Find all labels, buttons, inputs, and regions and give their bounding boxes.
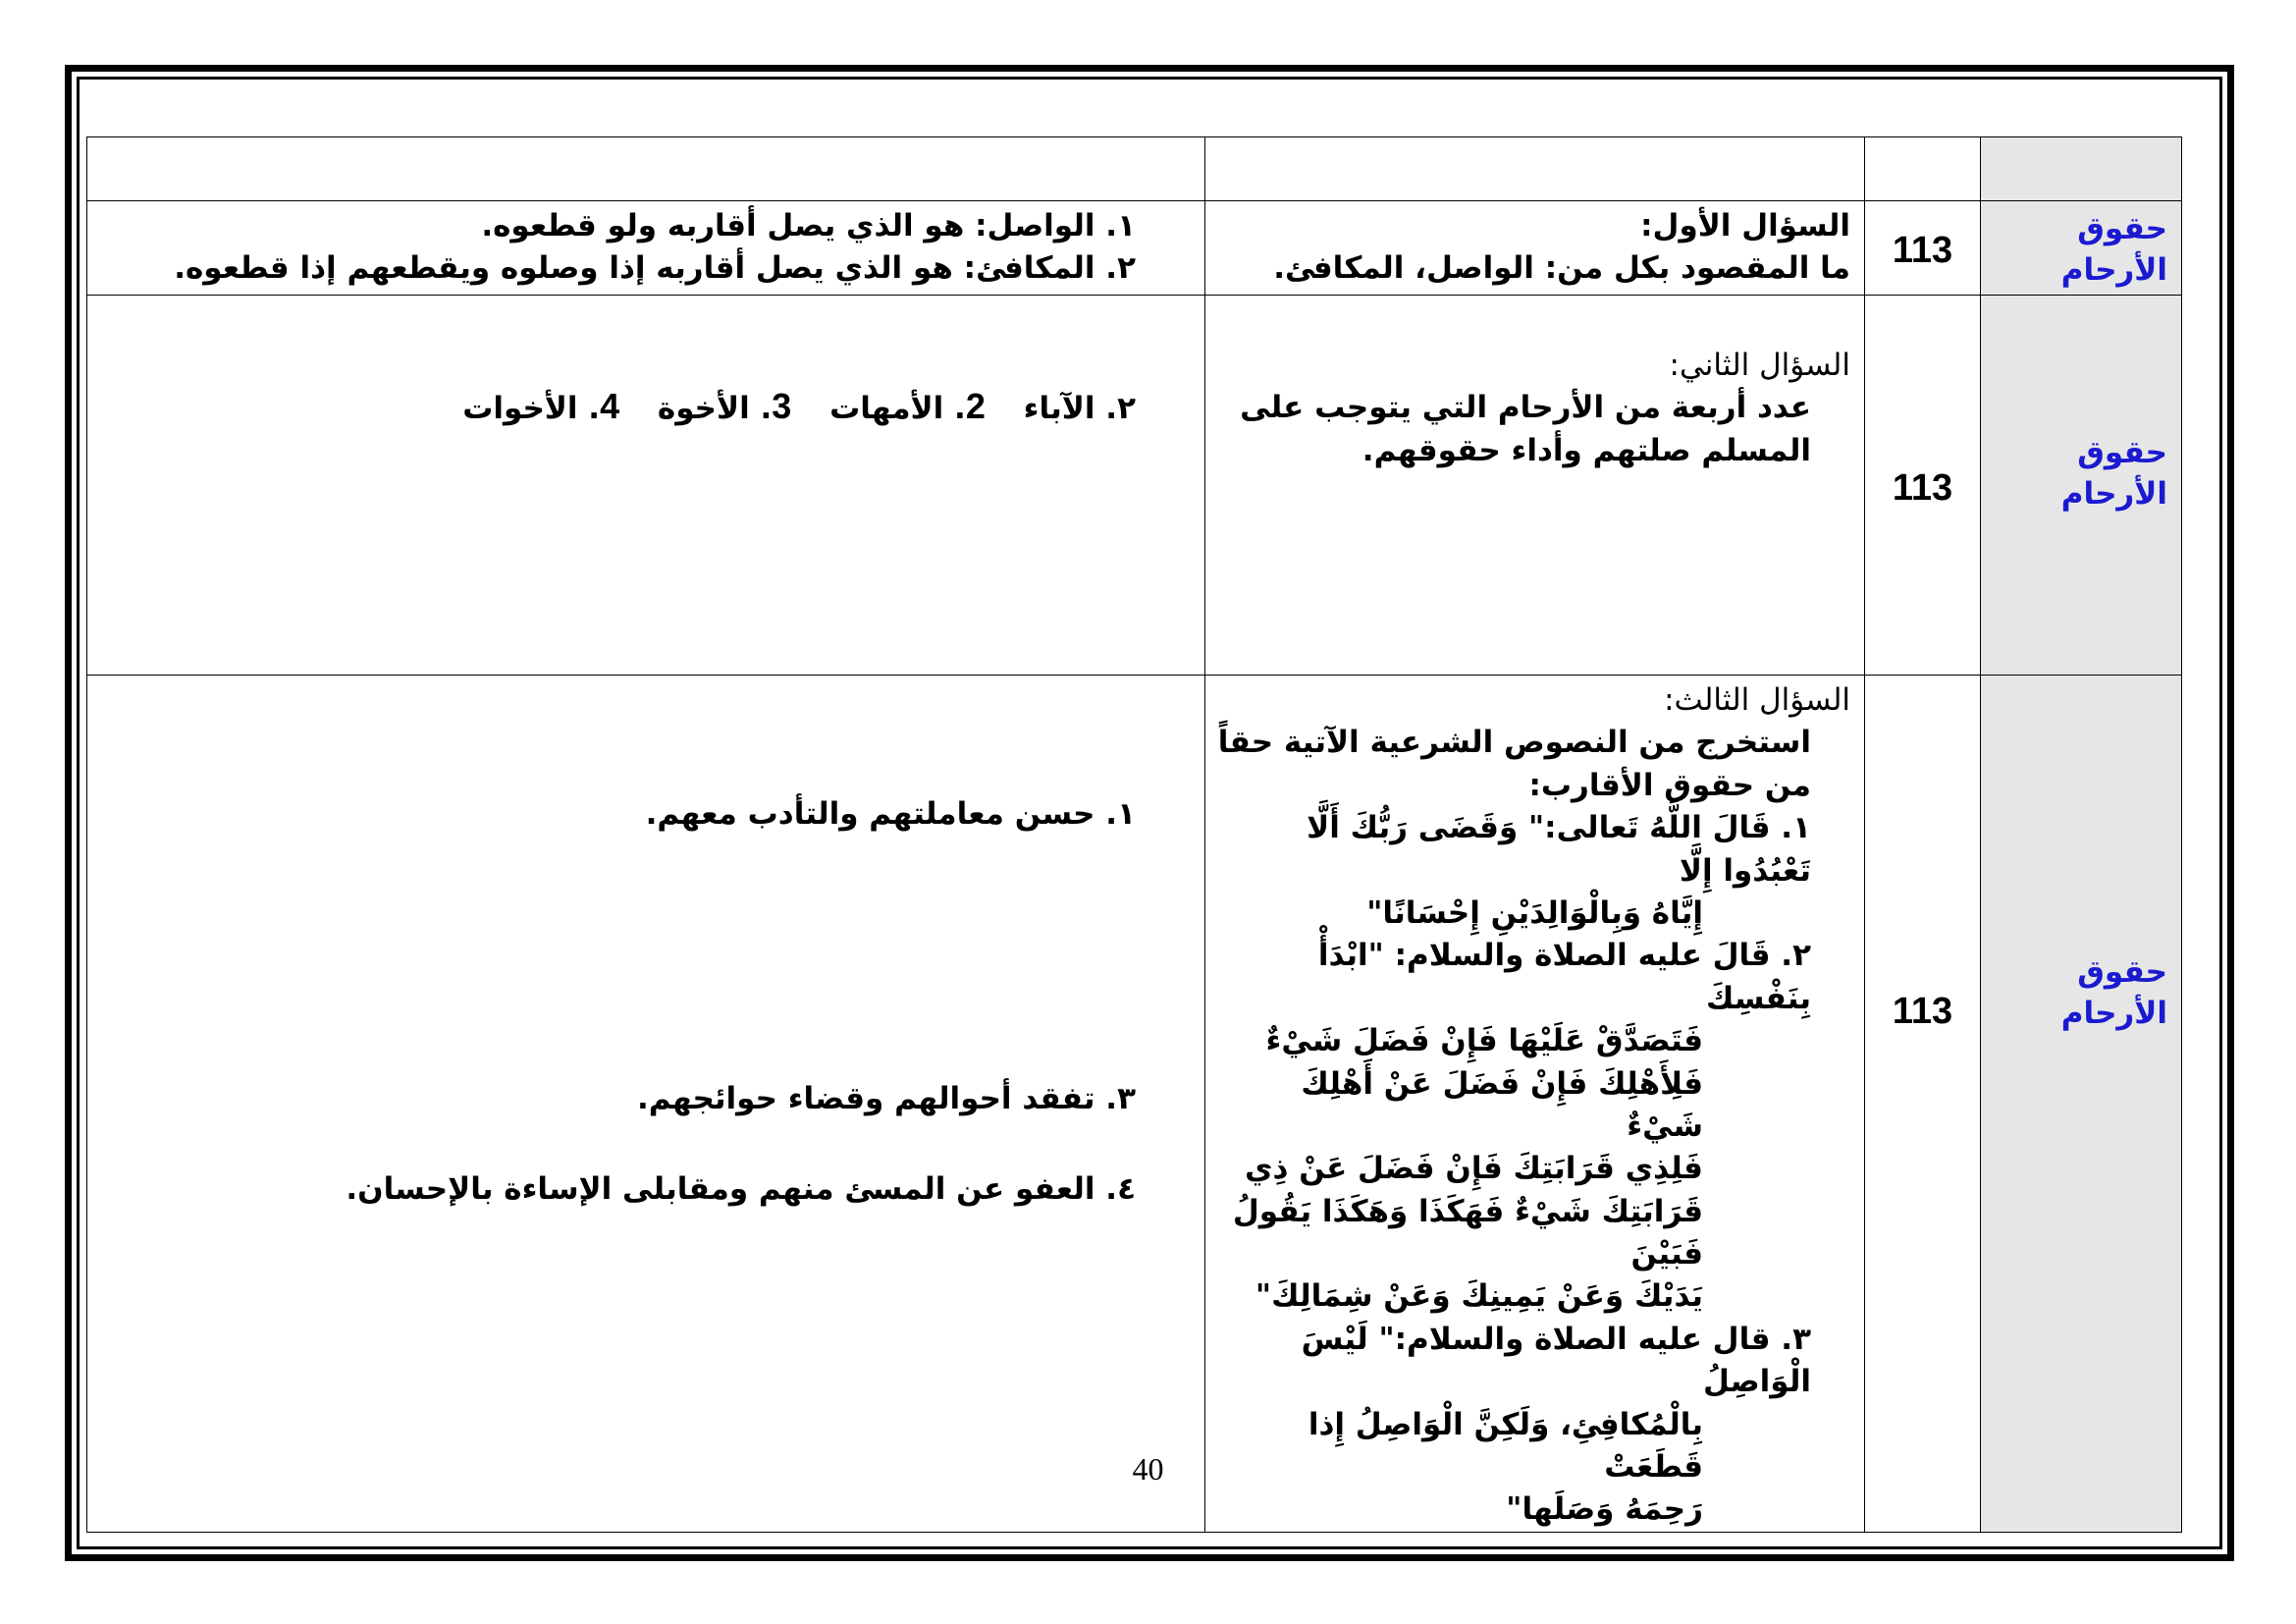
question-line: قَرَابَتِكَ شَيْءٌ فَهَكَذَا وَهَكَذَا يَقُولُ فَبَيْنَ <box>1232 1193 1703 1272</box>
question-line: من حقوق الأقارب: <box>1528 767 1811 803</box>
topic-cell <box>1981 676 2182 1533</box>
table-row <box>87 201 2182 296</box>
question-line: يَدَيْكَ وَعَنْ يَمِينِكَ وَعَنْ شِمَالِكَ" <box>1255 1278 1703 1315</box>
page-reference: 113 <box>1892 230 1953 271</box>
question-title: السؤال الأول: <box>1640 208 1850 244</box>
page-cell <box>1865 201 1981 296</box>
qa-table <box>86 136 2182 1533</box>
question-line: ٣. قال عليه الصلاة والسلام:" لَيْسَ الْوَاصِلُ <box>1301 1321 1811 1400</box>
question-line: ٢. قَالَ عليه الصلاة والسلام: "ابْدَأْ بِنَفْسِكَ <box>1317 938 1811 1016</box>
answer-item: ٢. الآباء <box>1023 391 1136 426</box>
header-cell-topic <box>1981 137 2182 201</box>
answer-cell <box>87 296 1205 676</box>
question-line: فَلِأَهْلِكَ فَإِنْ فَضَلَ عَنْ أَهْلِكَ شَيْءٌ <box>1301 1065 1703 1144</box>
table-row <box>87 296 2182 676</box>
answer-line: ٣. تفقد أحوالهم وقضاء حوائجهم. <box>636 1081 1136 1116</box>
question-line: فَلِذِي قَرَابَتِكَ فَإِنْ فَضَلَ عَنْ ذِي <box>1245 1151 1703 1187</box>
topic-cell <box>1981 201 2182 296</box>
topic-label: حقوق الأرحام <box>2060 435 2167 512</box>
topic-label: حقوق الأرحام <box>2060 211 2167 288</box>
question-line: بِالْمُكافِئِ، وَلَكِنَّ الْوَاصِلُ إِذا قَطَعَتْ <box>1308 1406 1703 1486</box>
answer-item-number: 2 <box>965 386 986 426</box>
question-line: إِيَّاهُ وَبِالْوَالِدَيْنِ إِحْسَانًا" <box>1366 894 1703 931</box>
answer-item-number: 3 <box>772 386 792 426</box>
page-cell <box>1865 676 1981 1533</box>
header-cell-page <box>1865 137 1981 201</box>
header-cell-answer <box>87 137 1205 201</box>
question-title: السؤال الثاني: <box>1669 348 1850 383</box>
page-reference: 113 <box>1892 991 1953 1032</box>
answer-line: ١. الواصل: هو الذي يصل أقاربه ولو قطعوه. <box>481 208 1136 244</box>
answer-line: ١. حسن معاملتهم والتأدب معهم. <box>645 796 1136 832</box>
question-cell <box>1205 201 1865 296</box>
page-number: 40 <box>1132 1451 1164 1487</box>
question-line: ١. قَالَ اللَّهُ تَعالى:" وَقَضَى رَبُّكَ أَلَّا تَعْبُدُوا إِلَّا <box>1307 810 1811 889</box>
question-line: المسلم صلتهم وأداء حقوقهم. <box>1362 432 1811 468</box>
question-line: ما المقصود بكل من: الواصل، المكافئ. <box>1273 250 1850 287</box>
table-row <box>87 676 2182 1533</box>
question-cell <box>1205 296 1865 676</box>
answer-list <box>97 382 1136 431</box>
topic-label: حقوق الأرحام <box>2060 954 2167 1031</box>
answer-item: . الأمهات <box>829 391 966 426</box>
answer-item: . الأخوة <box>657 391 773 426</box>
answer-cell <box>87 676 1205 1533</box>
answer-line: ٤. العفو عن المسئ منهم ومقابلى الإساءة بالإحسان. <box>346 1171 1136 1207</box>
question-line: استخرج من النصوص الشرعية الآتية حقاً <box>1217 725 1811 761</box>
question-line: عدد أربعة من الأرحام التي يتوجب على <box>1240 390 1811 426</box>
topic-cell <box>1981 296 2182 676</box>
answer-line: ٢. المكافئ: هو الذي يصل أقاربه إذا وصلوه ويقطعهم إذا قطعوه. <box>174 250 1136 287</box>
question-cell <box>1205 676 1865 1533</box>
page-reference: 113 <box>1892 467 1953 509</box>
question-line: رَحِمَهُ وَصَلَها" <box>1506 1491 1703 1528</box>
table-header-row <box>87 137 2182 201</box>
answer-item: . الأخوات <box>462 391 601 426</box>
answer-item-number: 4 <box>600 386 620 426</box>
answer-cell <box>87 201 1205 296</box>
question-title: السؤال الثالث: <box>1664 682 1850 718</box>
page-cell <box>1865 296 1981 676</box>
header-cell-question <box>1205 137 1865 201</box>
question-line: فَتَصَدَّقْ عَلَيْهَا فَإِنْ فَضَلَ شَيْءٌ <box>1265 1023 1703 1059</box>
